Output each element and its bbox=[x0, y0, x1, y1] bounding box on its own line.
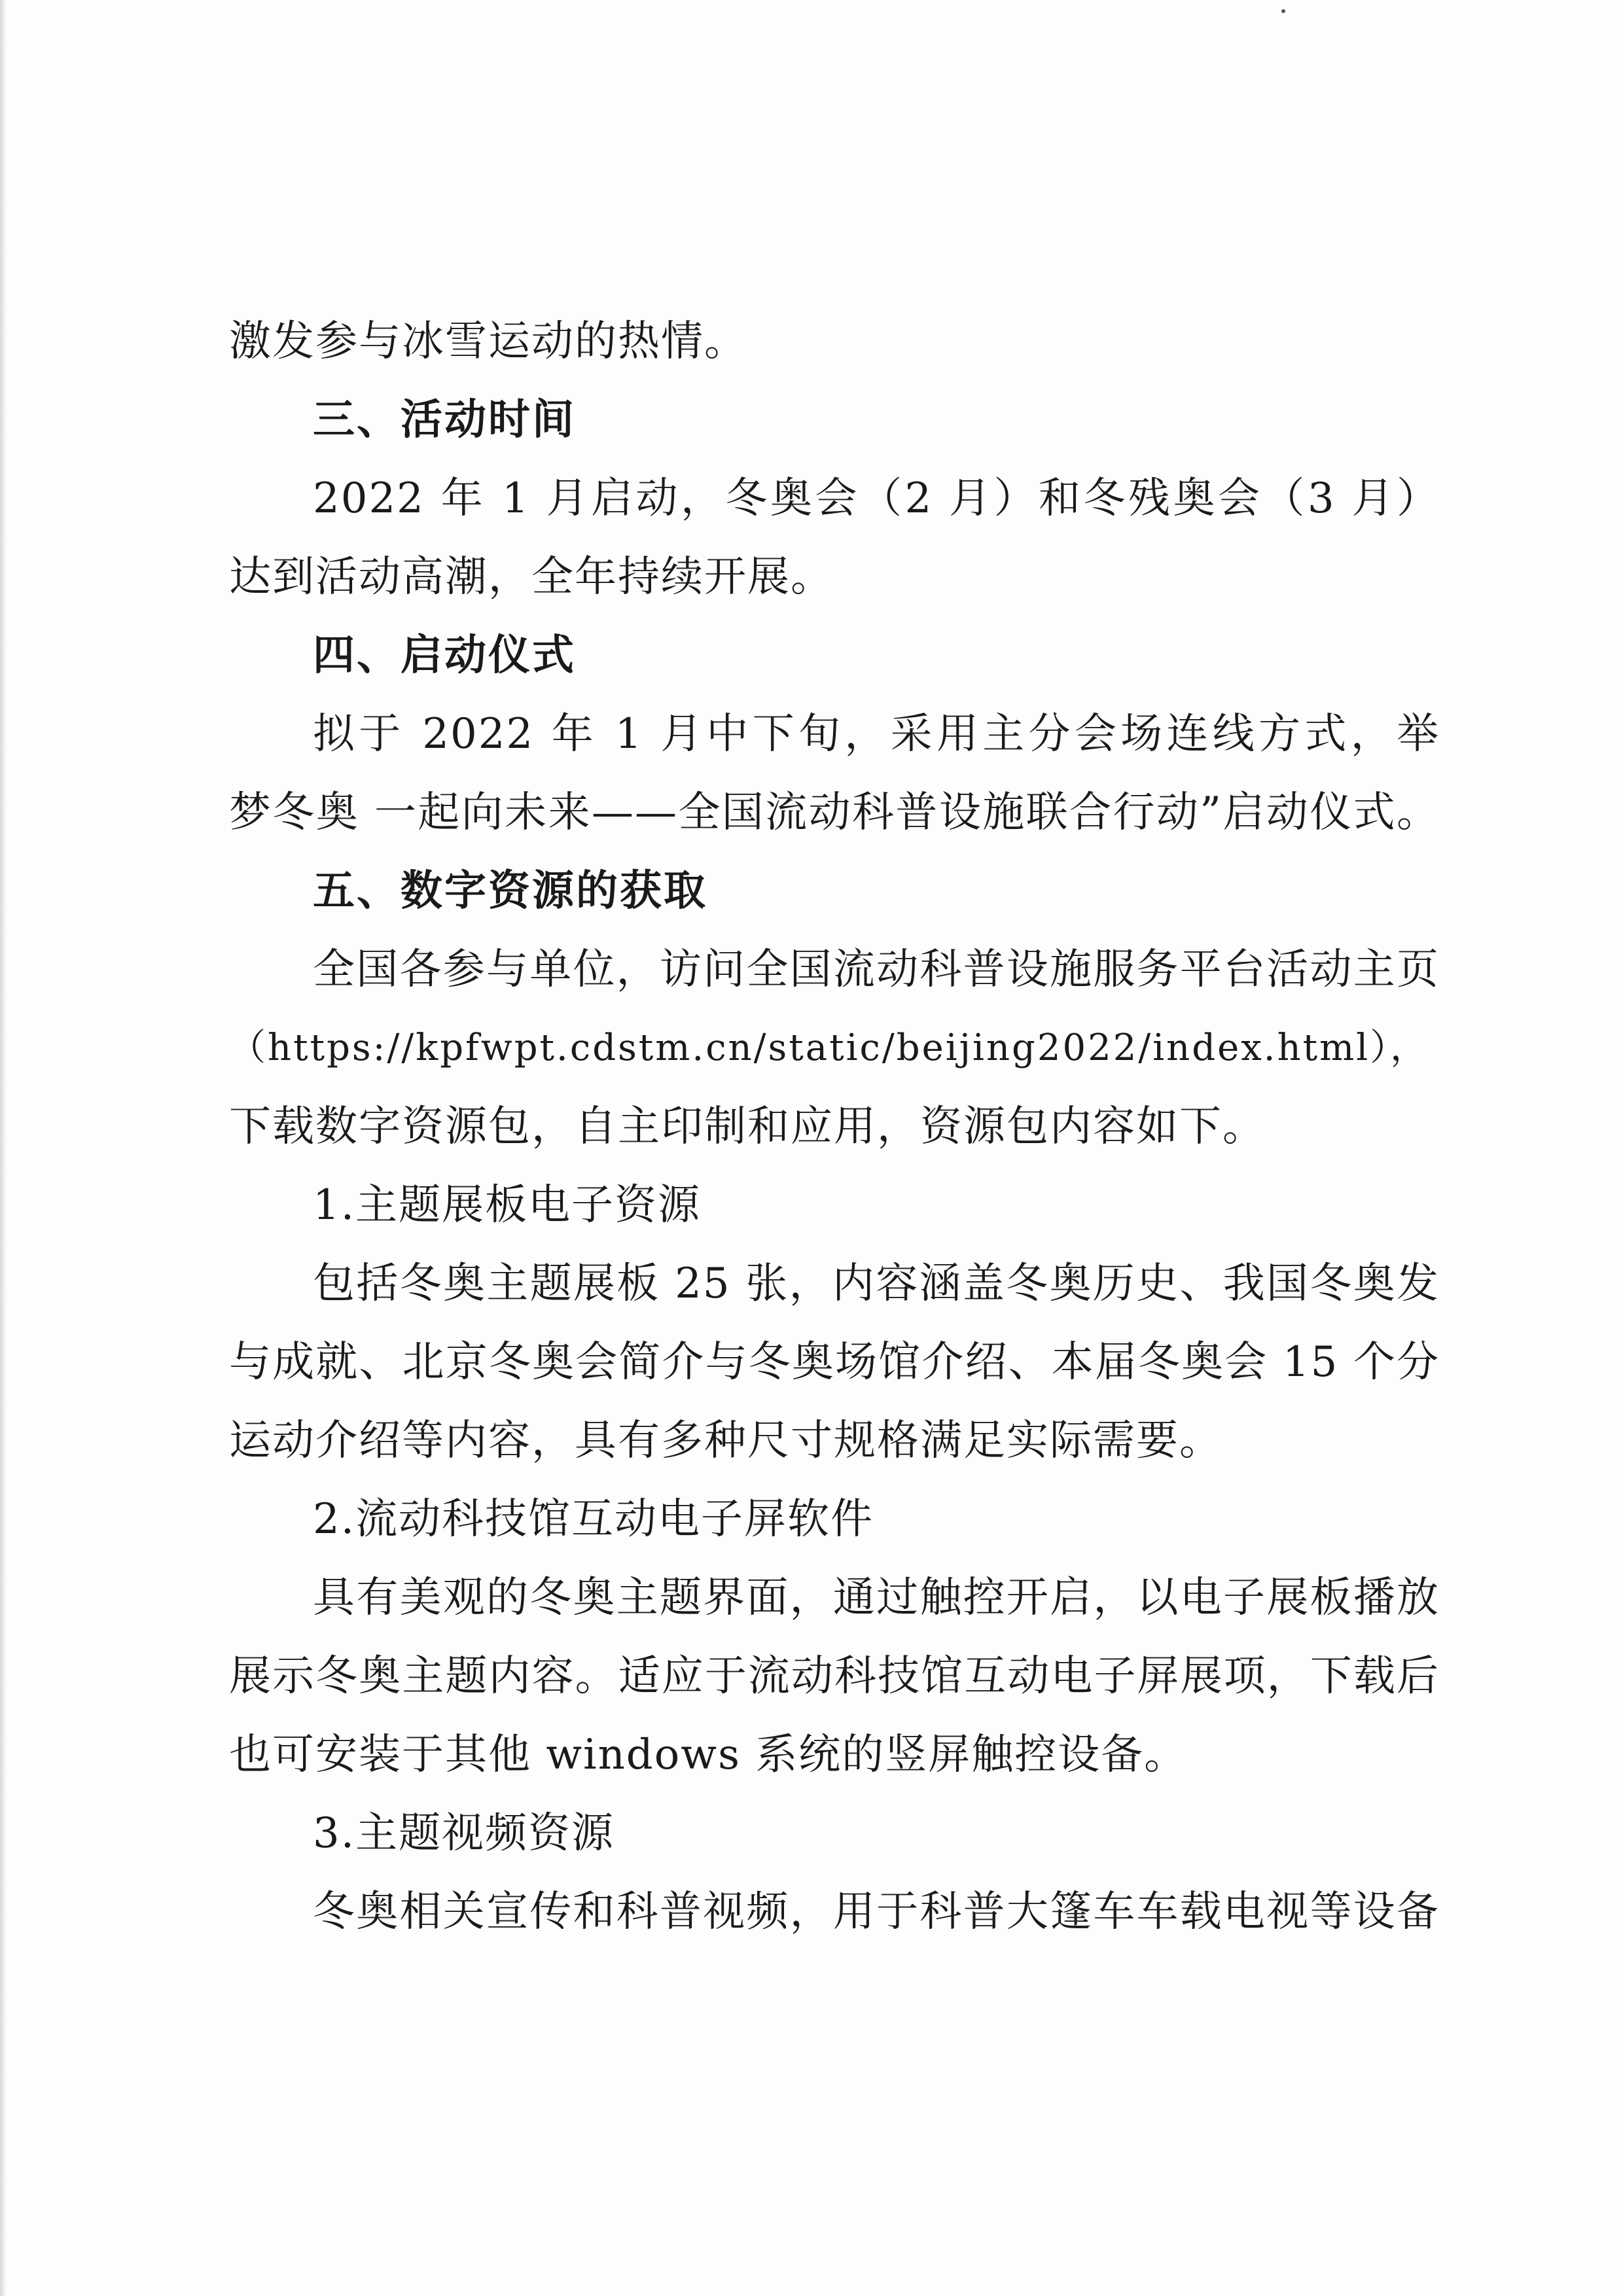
document-body bbox=[229, 302, 1440, 1951]
paragraph-line: 达到活动高潮，全年持续开展。 bbox=[229, 553, 834, 601]
paragraph-line: 梦冬奥 一起向未来——全国流动科普设施联合行动”启动仪式。 bbox=[229, 788, 1440, 837]
resource-url-line: （https://kpfwpt.cdstm.cn/static/beijing2022/index.html）， bbox=[229, 1027, 1429, 1069]
paragraph-line: 具有美观的冬奥主题界面，通过触控开启，以电子展板播放 bbox=[313, 1574, 1440, 1622]
paragraph-line: 包括冬奥主题展板 25 张，内容涵盖冬奥历史、我国冬奥发 bbox=[313, 1260, 1440, 1308]
subsection-heading-display-boards: 1.主题展板电子资源 bbox=[313, 1181, 702, 1229]
paragraph-line: 激发参与冰雪运动的热情。 bbox=[229, 317, 747, 366]
section-heading-activity-time: 三、活动时间 bbox=[313, 396, 576, 444]
paragraph-line: 也可安装于其他 windows 系统的竖屏触控设备。 bbox=[229, 1731, 1188, 1779]
paragraph-line: 全国各参与单位，访问全国流动科普设施服务平台活动主页 bbox=[313, 945, 1440, 994]
scan-speck bbox=[1281, 9, 1285, 13]
paragraph-line: 与成就、北京冬奥会简介与冬奥场馆介绍、本届冬奥会 15 个分 bbox=[229, 1338, 1440, 1386]
scan-edge bbox=[0, 0, 7, 2296]
subsection-heading-video-resources: 3.主题视频资源 bbox=[313, 1809, 615, 1858]
paragraph-line: 下载数字资源包，自主印制和应用，资源包内容如下。 bbox=[229, 1103, 1266, 1151]
section-heading-launch-ceremony: 四、启动仪式 bbox=[313, 631, 576, 680]
paragraph-line: 冬奥相关宣传和科普视频，用于科普大篷车车载电视等设备 bbox=[313, 1888, 1440, 1936]
subsection-heading-touchscreen-software: 2.流动科技馆互动电子屏软件 bbox=[313, 1495, 874, 1544]
paragraph-line: 2022 年 1 月启动，冬奥会（2 月）和冬残奥会（3 月） bbox=[313, 474, 1440, 523]
paragraph-line: 展示冬奥主题内容。适应于流动科技馆互动电子屏展项，下载后 bbox=[229, 1652, 1440, 1701]
paragraph-line: 拟于 2022 年 1 月中下旬，采用主分会场连线方式，举 bbox=[313, 710, 1440, 758]
section-heading-digital-resources: 五、数字资源的获取 bbox=[313, 867, 707, 915]
paragraph-line: 运动介绍等内容，具有多种尺寸规格满足实际需要。 bbox=[229, 1417, 1222, 1465]
